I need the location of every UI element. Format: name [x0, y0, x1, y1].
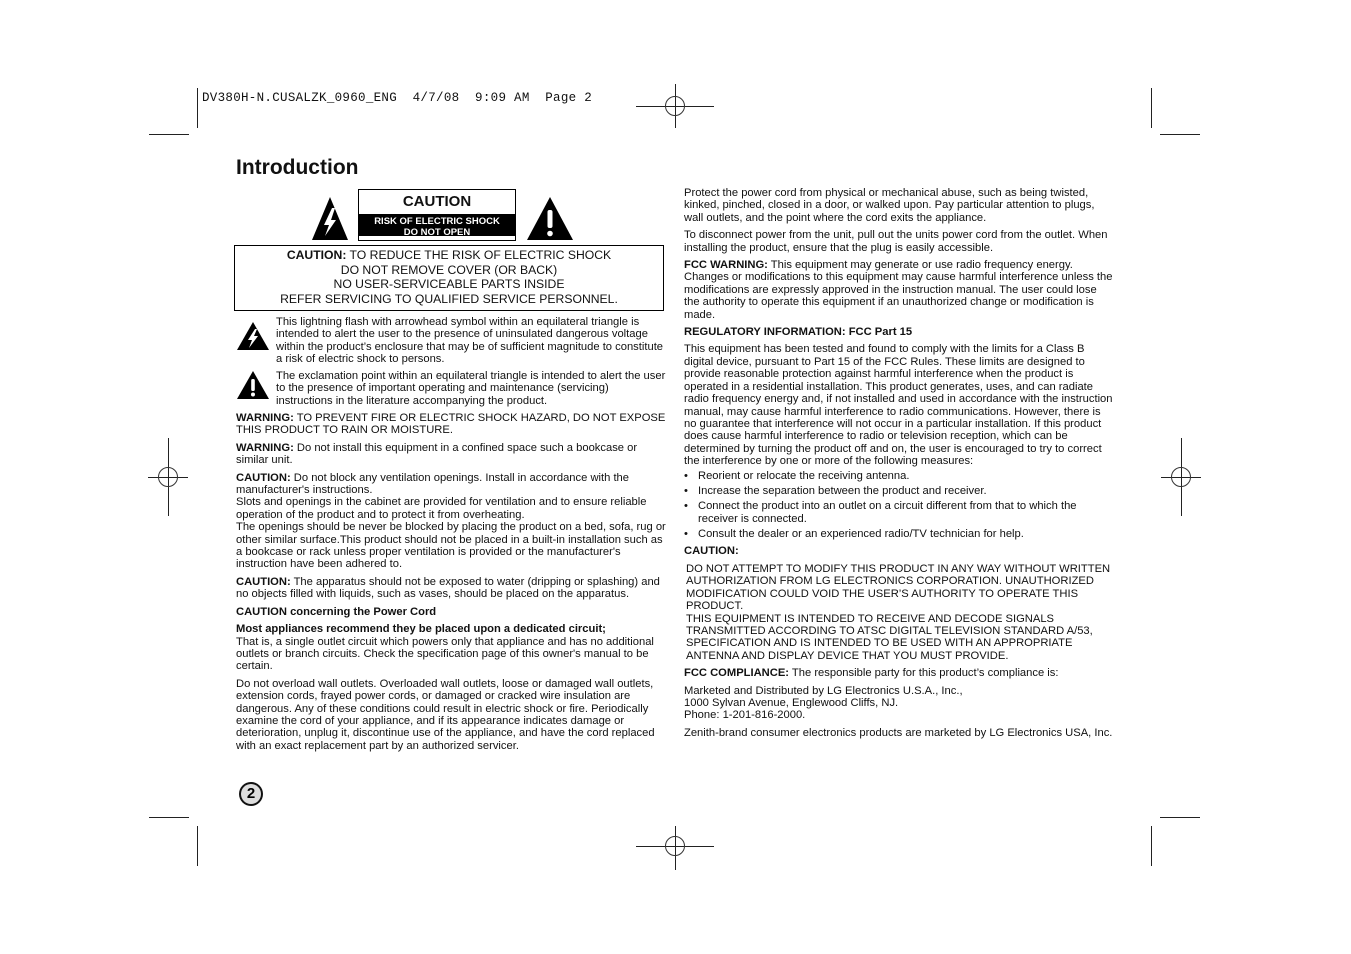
list-item: • Connect the product into an outlet on a circuit different from that to which the receiver is connected.: [684, 500, 1114, 525]
exclamation-explanation: [236, 370, 666, 410]
caution-box-line1: TO REDUCE THE RISK OF ELECTRIC SHOCK: [346, 248, 612, 262]
page-number-badge: [239, 782, 263, 806]
caution-label-title: CAUTION: [402, 193, 472, 210]
caution-box: [234, 245, 664, 311]
address-phone: Phone: 1-201-816-2000.: [684, 709, 806, 722]
lightning-explanation: [236, 316, 666, 368]
caution-ventilation-p3: The openings should be never be blocked by placing the product on a bed, sofa, rug or other similar surface.This product should not be placed in a built-in installation such as a bookcase or rack unless proper ventilation is provided or the manufacturer's instruction have been adhered to.: [236, 521, 666, 571]
disconnect-power: To disconnect power from the unit, pull out the units power cord from the outlet. When installing the product, ensure that the plug is easily accessible.: [684, 229, 1108, 254]
caution-ventilation-p2: Slots and openings in the cabinet are provided for ventilation and to ensure reliable operation of the product and to protect it from overheating.: [236, 496, 647, 521]
interference-measures: [684, 470, 1114, 541]
list-item: • Increase the separation between the product and receiver.: [684, 485, 1114, 497]
power-cord-p1: That is, a single outlet circuit which powers only that appliance and has no additional outlets or branch circuits. Check the specification page of this owner's manual to be certain.: [236, 635, 654, 673]
lightning-warning-icon: [311, 196, 349, 242]
cord-protection: Protect the power cord from physical or mechanical abuse, such as being twisted, kinked, pinched, closed in a door, or walked upon. Pay particular attention to plugs, wall outlets, and the point where the cord exits the appliance.: [684, 187, 1095, 224]
warning-confined: WARNING: Do not install this equipment in a confined space such a bookcase or similar unit.: [236, 441, 638, 467]
caution-modify: DO NOT ATTEMPT TO MODIFY THIS PRODUCT IN ANY WAY WITHOUT WRITTEN AUTHORIZATION FROM LG ELECTRONICS CORPORATION. UNAUTHORIZED MODIFICATION COULD VOID THE USER’S AUTHORITY TO OPERATE THIS PRODUCT.: [686, 562, 1111, 613]
print-slug: DV380H-N.CUSALZK_0960_ENG 4/7/08 9:09 AM Page 2: [202, 91, 593, 105]
exclamation-triangle-icon: [236, 370, 270, 400]
caution-box-line3: NO USER-SERVICEABLE PARTS INSIDE: [333, 277, 565, 291]
caution-atsc: THIS EQUIPMENT IS INTENDED TO RECEIVE AND DECODE SIGNALS TRANSMITTED ACCORDING TO ATSC DIGITAL TELEVISION STANDARD A/53, SPECIFICATION AND IS INTENDED TO BE USED WITH AN APPROPRIATE ANTENNA AND DISPLAY DEVICE THAT YOU MUST PROVIDE.: [686, 612, 1093, 662]
lightning-explanation-text: This lightning flash with arrowhead symbol within an equilateral triangle is intended to alert the user to the presence of uninsulated dangerous voltage within the product’s enclosure that may be of sufficient magnitude to constitute a risk of electric shock to persons.: [276, 316, 664, 366]
caution-box-lead: CAUTION:: [286, 248, 347, 262]
zenith-note: Zenith-brand consumer electronics products are marketed by LG Electronics USA, Inc.: [684, 726, 1113, 739]
address-line2: 1000 Sylvan Avenue, Englewood Cliffs, NJ.: [684, 697, 899, 710]
address-line1: Marketed and Distributed by LG Electronics U.S.A., Inc.,: [684, 684, 963, 697]
caution-label-subtitle: [359, 214, 515, 236]
page-title: Introduction: [236, 156, 359, 179]
left-column: [236, 412, 666, 757]
caution-label-line1: RISK OF ELECTRIC SHOCK: [374, 216, 500, 227]
distributor-address: [684, 685, 1114, 722]
regulatory-text: This equipment has been tested and found to comply with the limits for a Class B digital device, pursuant to Part 15 of the FCC Rules. These limits are designed to provide reasonable protection against harmful interference when the product is operated in a residential installation. This product generates, uses, and can radiate radio frequency energy and, if not installed and used in accordance with the instruction manual, may cause harmful interference to radio communications. However, there is no guarantee that interference will not occur in a particular installation. If this product does cause harmful interference to radio or television reception, which can be determined by turning the product off and on, the user is encouraged to try to correct the interference by one or more of the following measures:: [684, 343, 1113, 468]
regulatory-heading: REGULATORY INFORMATION: FCC Part 15: [684, 326, 913, 339]
caution-water: CAUTION: The apparatus should not be exposed to water (dripping or splashing) and no objects filled with liquids, such as vases, should be placed on the apparatus.: [236, 575, 660, 601]
caution-ventilation: CAUTION: Do not block any ventilation openings. Install in accordance with the manufacturer's instructions.: [236, 471, 630, 497]
caution-box-line4: REFER SERVICING TO QUALIFIED SERVICE PERSONNEL.: [280, 291, 618, 306]
caution-label-line2: DO NOT OPEN: [403, 227, 471, 238]
fcc-warning: FCC WARNING: This equipment may generate or use radio frequency energy. Changes or modifications to this equipment may cause harmful interference unless the modifications are expressly approved in the instruction manual. The user could lose the authority to operate this equipment if an unauthorized change or modification is made.: [684, 259, 1113, 321]
lightning-triangle-icon: [236, 321, 270, 351]
fcc-compliance: FCC COMPLIANCE: The responsible party for this product’s compliance is:: [684, 667, 1059, 680]
power-cord-p2: Do not overload wall outlets. Overloaded wall outlets, loose or damaged wall outlets, extension cords, frayed power cords, or damaged or cracked wire insulation are dangerous. Any of these conditions could result in electric shock or fire. Periodically examine the cord of your appliance, and if its appearance indicates damage or deterioration, unplug it, discontinue use of the appliance, and have the cord replaced with an exact replacement part by an authorized servicer.: [236, 677, 655, 752]
right-column: [684, 187, 1114, 744]
caution-label: [358, 189, 516, 241]
caution-heading: CAUTION:: [684, 544, 739, 557]
exclamation-explanation-text: The exclamation point within an equilateral triangle is intended to alert the user to the presence of important operating and maintenance (servicing) instructions in the literature accompanying the product.: [276, 370, 666, 407]
exclamation-warning-icon: [526, 196, 574, 242]
power-cord-heading: CAUTION concerning the Power Cord: [236, 605, 437, 618]
caution-box-line2: DO NOT REMOVE COVER (OR BACK): [340, 262, 558, 277]
list-item: • Consult the dealer or an experienced radio/TV technician for help.: [684, 528, 1114, 540]
page-number: 2: [241, 784, 261, 804]
warning-rain: WARNING: TO PREVENT FIRE OR ELECTRIC SHOCK HAZARD, DO NOT EXPOSE THIS PRODUCT TO RAIN OR MOISTURE.: [236, 412, 666, 437]
list-item: • Reorient or relocate the receiving antenna.: [684, 470, 1114, 482]
power-cord-subheading: Most appliances recommend they be placed upon a dedicated circuit;: [236, 623, 606, 636]
